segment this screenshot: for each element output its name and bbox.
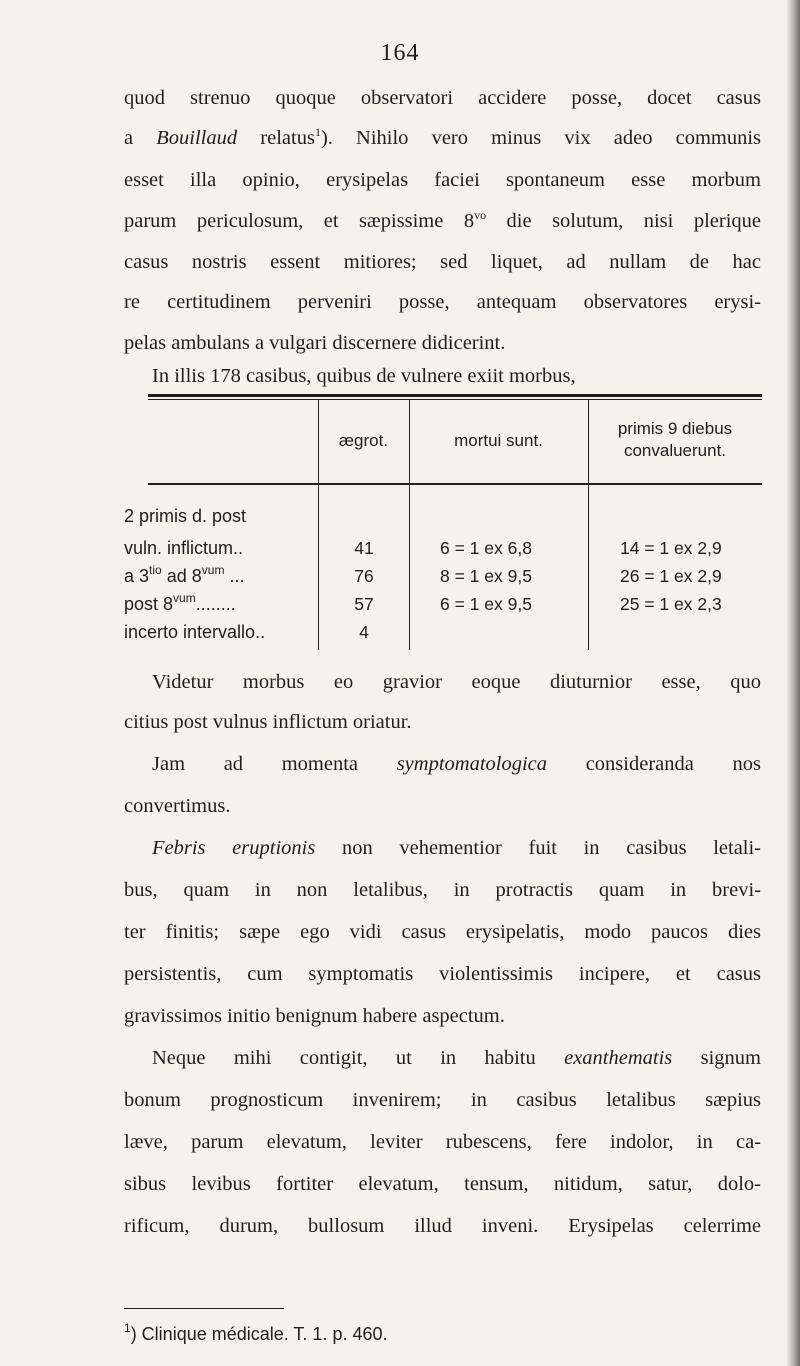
row-label: incerto intervallo.. bbox=[124, 622, 266, 642]
text-line: Videtur morbus eo gravior eoque diuturnior esse, quo bbox=[152, 671, 761, 693]
row-label: post $8^{vum}$........ bbox=[124, 591, 236, 614]
author-name: Bouillaud bbox=[156, 127, 238, 149]
text-line: ter finitis; sæpe ego vidi casus erysipelatis, modo paucos dies bbox=[124, 921, 761, 943]
cell-aegrot: 41 bbox=[354, 538, 374, 558]
cell-mortui: 6 = 1 ex 9,5 bbox=[440, 594, 532, 614]
row-label: a $3^{tio}$ ad $8^{vum}$ ... bbox=[124, 563, 245, 586]
text-line: rificum, durum, bullosum illud inveni. Erysipelas celerrime bbox=[124, 1215, 761, 1237]
row-label: 2 primis d. post bbox=[124, 506, 247, 526]
text-line: a Bouillaud relatus$^1$). Nihilo vero minus vix adeo communis bbox=[124, 125, 762, 149]
text-line: quod strenuo quoque observatori accidere posse, docet casus bbox=[124, 87, 761, 109]
text-line: sibus levibus fortiter elevatum, tensum, nitidum, satur, dolo- bbox=[124, 1173, 761, 1195]
text-line: parum periculosum, et sæpissime $8^{vo}$ die solutum, nisi plerique bbox=[124, 208, 761, 232]
text-line: convertimus. bbox=[124, 795, 231, 817]
text-line: Jam ad momenta symptomatologica consideranda nos bbox=[152, 753, 762, 775]
cell-conval: 14 = 1 ex 2,9 bbox=[620, 538, 722, 558]
text-line: In illis 178 casibus, quibus de vulnere exiit morbus, bbox=[152, 365, 576, 387]
cell-aegrot: 4 bbox=[359, 622, 369, 642]
cell-mortui: 6 = 1 ex 6,8 bbox=[440, 538, 532, 558]
header-mortui: mortui sunt. bbox=[454, 431, 543, 450]
text-line: Febris eruptionis non vehementior fuit in casibus letali- bbox=[152, 837, 762, 859]
footnote: $^1$) Clinique médicale. T. 1. p. 460. bbox=[124, 1321, 388, 1344]
text-line: bus, quam in non letalibus, in protractis quam in brevi- bbox=[124, 879, 761, 901]
cell-conval: 26 = 1 ex 2,9 bbox=[620, 566, 722, 586]
cell-conval: 25 = 1 ex 2,3 bbox=[620, 594, 722, 614]
text-line: re certitudinem perveniri posse, antequam observatores erysi- bbox=[124, 291, 761, 313]
text-line: læve, parum elevatum, leviter rubescens, fere indolor, in ca- bbox=[124, 1131, 761, 1153]
text-line: Neque mihi contigit, ut in habitu exanthematis signum bbox=[152, 1047, 761, 1069]
page-number: 164 bbox=[380, 40, 420, 66]
cell-aegrot: 57 bbox=[354, 594, 374, 614]
footnote-ref: 1 bbox=[314, 125, 321, 139]
footnote-rule bbox=[124, 1308, 284, 1309]
text-line: pelas ambulans a vulgari discernere didicerint. bbox=[124, 332, 506, 354]
page-edge-shadow bbox=[786, 0, 800, 1366]
cell-aegrot: 76 bbox=[354, 566, 374, 586]
cell-mortui: 8 = 1 ex 9,5 bbox=[440, 566, 532, 586]
text-line: persistentis, cum symptomatis violentissimis incipere, et casus bbox=[124, 963, 761, 985]
text-line: esset illa opinio, erysipelas faciei spontaneum esse morbum bbox=[124, 169, 761, 191]
header-aegrot: ægrot. bbox=[338, 431, 389, 450]
text-line: citius post vulnus inflictum oriatur. bbox=[124, 711, 412, 733]
row-label: vuln. inflictum.. bbox=[124, 538, 244, 558]
text-line: casus nostris essent mitiores; sed liquet, ad nullam de hac bbox=[124, 251, 761, 273]
text-line: gravissimos initio benignum habere aspectum. bbox=[124, 1005, 505, 1027]
text-line: bonum prognosticum invenirem; in casibus letalibus sæpius bbox=[124, 1089, 761, 1111]
header-primis: primis 9 diebus convaluerunt. bbox=[617, 419, 733, 460]
